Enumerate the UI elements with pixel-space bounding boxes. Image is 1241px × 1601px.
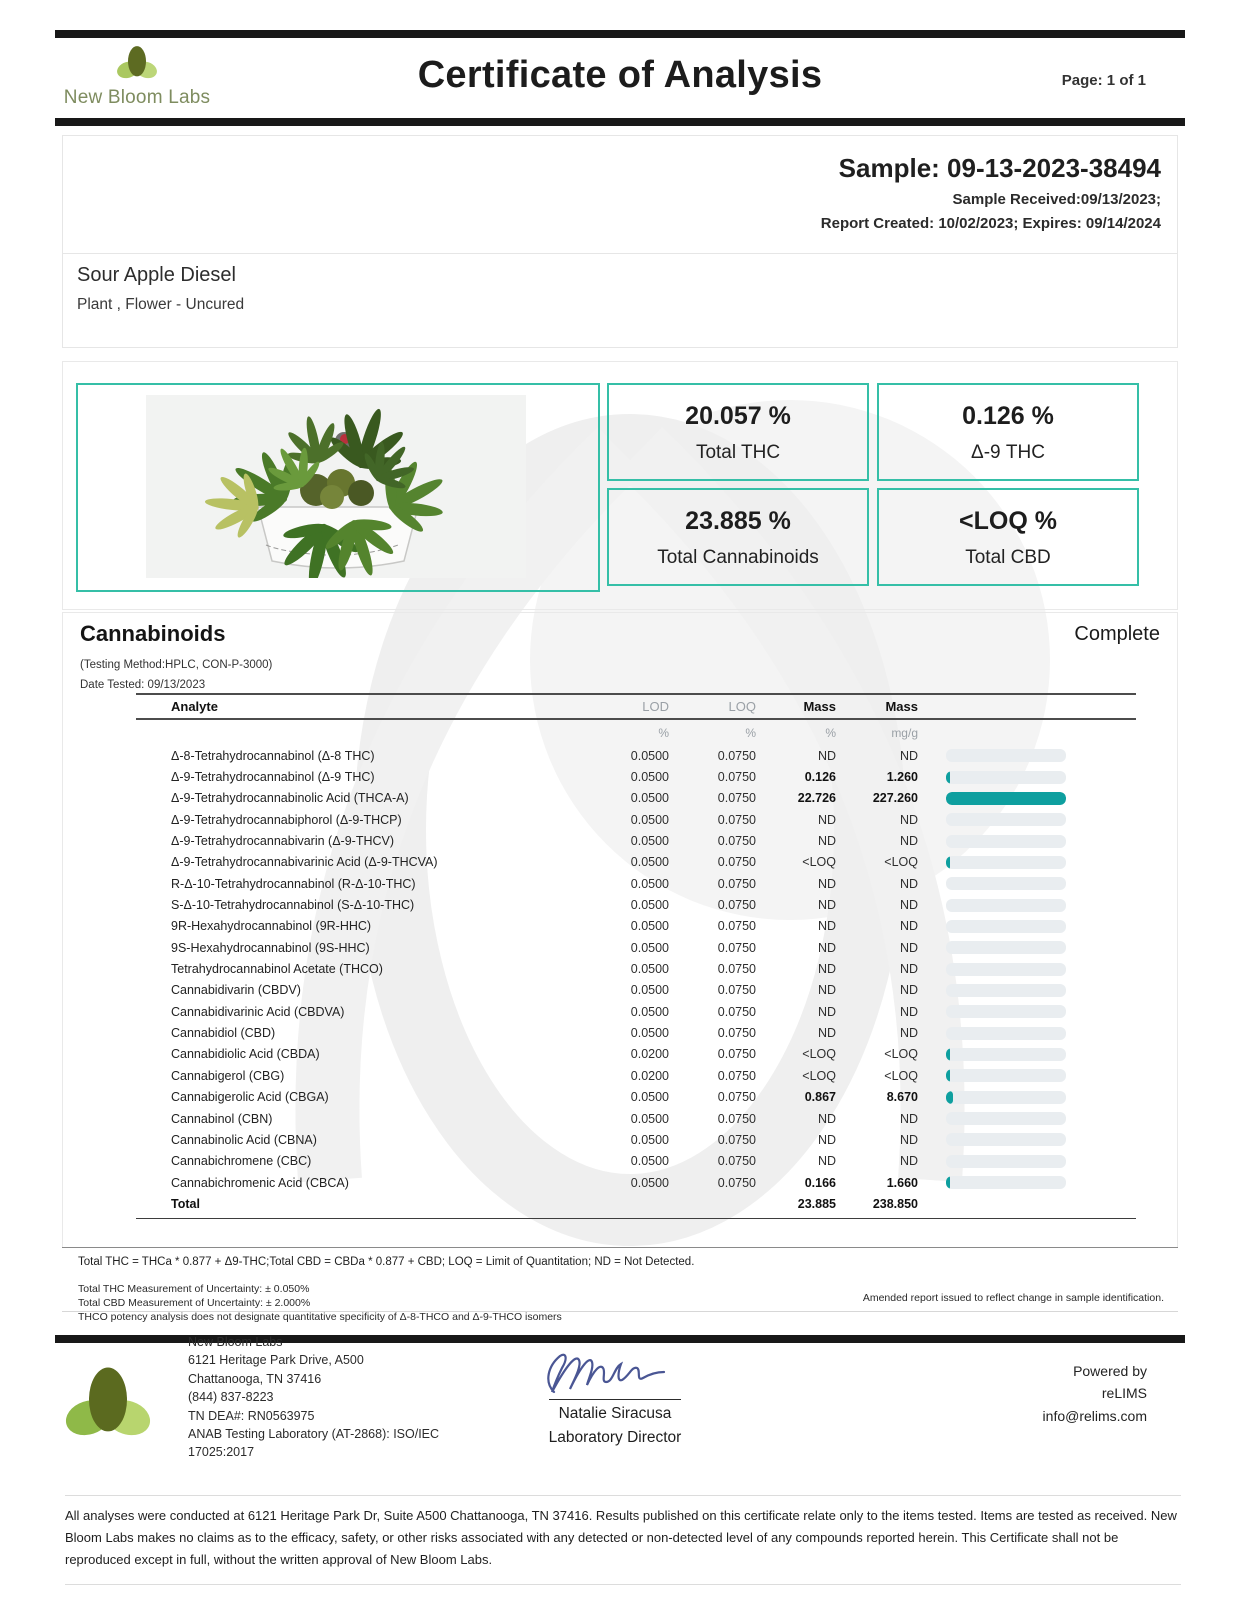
cell-analyte: 9S-Hexahydrocannabinol (9S-HHC): [171, 940, 370, 955]
col-mass-mgg: Mass: [885, 699, 918, 714]
cell-lod: 0.0500: [630, 940, 669, 955]
lab-contact-info: [188, 1333, 439, 1462]
col-lod: LOD: [642, 699, 669, 714]
product-type: Plant , Flower - Uncured: [77, 296, 245, 313]
table-row: [136, 788, 1136, 809]
amended-note: Amended report issued to reflect change in sample identification.: [862, 1292, 1164, 1304]
mass-bar-fill: [946, 856, 950, 869]
lims-email: info@relims.com: [1042, 1407, 1147, 1424]
cell-lod: 0.0500: [630, 834, 669, 849]
cell-analyte: Cannabidivarinic Acid (CBDVA): [171, 1004, 345, 1019]
cell-mass-mgg: 1.660: [886, 1175, 918, 1190]
cell-lod: 0.0500: [630, 1154, 669, 1169]
table-row: [136, 852, 1136, 873]
cell-mass-mgg: ND: [899, 1111, 918, 1126]
table-row: [136, 1044, 1136, 1065]
cell-loq: 0.0750: [717, 919, 756, 934]
cell-mass-mgg: <LOQ: [884, 1068, 918, 1083]
testing-method: (Testing Method:HPLC, CON-P-3000): [80, 659, 273, 671]
cbd-uncertainty: Total CBD Measurement of Uncertainty: ± 2.000%: [78, 1296, 311, 1309]
cell-mass-mgg: 227.260: [872, 791, 918, 806]
cell-bar: [918, 856, 1136, 869]
top-rule-bar: [55, 30, 1185, 38]
cell-lod: 0.0500: [630, 791, 669, 806]
cell-loq: 0.0750: [717, 855, 756, 870]
thco-note: THCO potency analysis does not designate quantitative specificity of Δ-8-THCO and Δ-9-THCO isomers: [78, 1310, 562, 1323]
cell-bar: [918, 1091, 1136, 1104]
cell-mass-mgg: ND: [899, 962, 918, 977]
mass-bar-track: [946, 1069, 1066, 1082]
powered-by-block: [1043, 1360, 1147, 1427]
table-row: [136, 1022, 1136, 1043]
cell-mass-mgg: <LOQ: [884, 1047, 918, 1062]
total-cannabinoids-value: 23.885 %: [685, 507, 791, 535]
unit-mass-mgg: mg/g: [891, 725, 918, 740]
cell-lod: 0.0200: [630, 1068, 669, 1083]
cell-mass-pct: ND: [817, 812, 836, 827]
table-row: [136, 1172, 1136, 1193]
mass-bar-track: [946, 877, 1066, 890]
cell-lod: 0.0500: [630, 919, 669, 934]
table-row: [136, 937, 1136, 958]
cell-bar: [918, 835, 1136, 848]
cell-lod: 0.0500: [630, 1111, 669, 1126]
cannabinoids-table: [136, 693, 1136, 1219]
table-row: [136, 809, 1136, 830]
mass-bar-fill: [946, 792, 1066, 805]
cell-loq: 0.0750: [717, 1132, 756, 1147]
cell-loq: 0.0750: [717, 898, 756, 913]
cell-lod: 0.0500: [630, 1026, 669, 1041]
signature-block: [505, 1342, 725, 1447]
cell-mass-pct: <LOQ: [802, 1068, 836, 1083]
total-thc-value: 20.057 %: [685, 402, 791, 430]
cell-loq: 0.0750: [717, 812, 756, 827]
cell-loq: 0.0750: [717, 1047, 756, 1062]
cell-analyte: Δ-8-Tetrahydrocannabinol (Δ-8 THC): [171, 748, 375, 763]
cell-bar: [918, 899, 1136, 912]
cell-loq: 0.0750: [717, 1175, 756, 1190]
cell-analyte: Δ-9-Tetrahydrocannabivarinic Acid (Δ-9-THCVA): [171, 855, 438, 870]
total-cbd-label: Total CBD: [965, 547, 1051, 568]
cell-bar: [918, 963, 1136, 976]
cell-bar: [918, 984, 1136, 997]
table-row: [136, 958, 1136, 979]
cell-mass-pct: ND: [817, 748, 836, 763]
powered-by-label: Powered by: [1073, 1363, 1147, 1379]
mass-bar-track: [946, 771, 1066, 784]
cell-mass-pct: ND: [817, 940, 836, 955]
footer-logo: [62, 1363, 154, 1444]
cell-loq: 0.0750: [717, 1154, 756, 1169]
cell-lod: 0.0500: [630, 855, 669, 870]
sample-info-section: [62, 135, 1178, 348]
sample-received: Sample Received:09/13/2023;: [952, 191, 1161, 208]
calculation-note: Total THC = THCa * 0.877 + Δ9-THC;Total CBD = CBDa * 0.877 + CBD; LOQ = Limit of Quantitation; ND = Not Detected.: [78, 1256, 695, 1268]
cell-bar: [918, 1069, 1136, 1082]
total-thc-label: Total THC: [695, 442, 781, 463]
cell-analyte: Cannabidiolic Acid (CBDA): [171, 1047, 320, 1062]
sample-block: [821, 153, 1161, 232]
d9-thc-label: Δ-9 THC: [971, 442, 1045, 463]
cell-mass-pct: ND: [817, 834, 836, 849]
cell-mass-pct: 0.126: [804, 770, 836, 785]
mass-bar-track: [946, 813, 1066, 826]
cell-mass-mgg: ND: [899, 898, 918, 913]
total-thc-box: [607, 383, 869, 481]
mass-bar-track: [946, 899, 1066, 912]
total-cannabinoids-box: [607, 488, 869, 586]
total-cbd-box: [877, 488, 1139, 586]
cell-bar: [918, 1048, 1136, 1061]
table-row: [136, 1087, 1136, 1108]
sample-id: Sample: 09-13-2023-38494: [838, 153, 1161, 183]
table-bottom-rule: [136, 1218, 1136, 1219]
cell-loq: 0.0750: [717, 1004, 756, 1019]
cell-bar: [918, 1176, 1136, 1189]
col-analyte: Analyte: [171, 699, 218, 714]
product-name: Sour Apple Diesel: [77, 264, 236, 286]
total-mass-mgg: 238.850: [872, 1197, 918, 1212]
mass-bar-track: [946, 749, 1066, 762]
cell-lod: 0.0200: [630, 1047, 669, 1062]
mass-bar-fill: [946, 1069, 950, 1082]
table-units-row: [136, 720, 1136, 745]
cell-analyte: Δ-9-Tetrahydrocannabiphorol (Δ-9-THCP): [171, 812, 402, 827]
unit-mass-pct: %: [825, 725, 836, 740]
total-cannabinoids-label: Total Cannabinoids: [657, 547, 819, 568]
cell-analyte: Tetrahydrocannabinol Acetate (THCO): [171, 962, 383, 977]
date-tested: Date Tested: 09/13/2023: [80, 679, 206, 691]
cell-bar: [918, 1005, 1136, 1018]
cell-bar: [918, 941, 1136, 954]
cell-analyte: S-Δ-10-Tetrahydrocannabinol (S-Δ-10-THC): [171, 898, 415, 913]
cell-loq: 0.0750: [717, 962, 756, 977]
section-title: Cannabinoids: [80, 621, 226, 646]
cell-loq: 0.0750: [717, 1090, 756, 1105]
table-row: [136, 830, 1136, 851]
cell-bar: [918, 920, 1136, 933]
cell-loq: 0.0750: [717, 770, 756, 785]
table-row: [136, 745, 1136, 766]
lims-name: reLIMS: [1101, 1385, 1147, 1402]
cell-bar: [918, 813, 1136, 826]
cell-analyte: R-Δ-10-Tetrahydrocannabinol (R-Δ-10-THC): [171, 876, 416, 891]
cell-mass-pct: ND: [817, 1004, 836, 1019]
cell-lod: 0.0500: [630, 962, 669, 977]
cannabinoids-section: [62, 612, 1178, 1248]
table-row: [136, 1129, 1136, 1150]
cell-bar: [918, 877, 1136, 890]
cell-analyte: Cannabinol (CBN): [171, 1111, 273, 1126]
cell-lod: 0.0500: [630, 983, 669, 998]
cell-loq: 0.0750: [717, 876, 756, 891]
cell-mass-pct: 22.726: [797, 791, 836, 806]
cell-mass-pct: ND: [817, 898, 836, 913]
lab-name: New Bloom Labs: [188, 1335, 283, 1349]
cell-lod: 0.0500: [630, 1090, 669, 1105]
cell-mass-pct: ND: [817, 919, 836, 934]
lab-anab2: 17025:2017: [188, 1445, 255, 1460]
cell-analyte: Δ-9-Tetrahydrocannabinol (Δ-9 THC): [171, 770, 375, 785]
d9-thc-value: 0.126 %: [962, 402, 1054, 430]
signer-title: Laboratory Director: [548, 1429, 682, 1446]
cell-bar: [918, 771, 1136, 784]
cell-mass-mgg: ND: [899, 834, 918, 849]
mass-bar-fill: [946, 1176, 950, 1189]
table-total-row: [136, 1193, 1136, 1215]
page-title: Certificate of Analysis: [417, 54, 823, 96]
cell-analyte: Cannabigerol (CBG): [171, 1068, 285, 1083]
thc-uncertainty: Total THC Measurement of Uncertainty: ± 0.050%: [78, 1283, 310, 1295]
lab-address2: Chattanooga, TN 37416: [188, 1371, 322, 1386]
table-row: [136, 894, 1136, 915]
cell-lod: 0.0500: [630, 770, 669, 785]
cell-lod: 0.0500: [630, 748, 669, 763]
cell-analyte: Cannabidivarin (CBDV): [171, 983, 301, 998]
table-row: [136, 873, 1136, 894]
uncertainty-notes: [78, 1283, 562, 1325]
cell-mass-mgg: ND: [899, 1154, 918, 1169]
cell-mass-pct: 0.867: [804, 1090, 836, 1105]
mass-bar-track: [946, 1005, 1066, 1018]
unit-loq: %: [745, 725, 756, 740]
table-row: [136, 916, 1136, 937]
cell-bar: [918, 792, 1136, 805]
unit-lod: %: [658, 725, 669, 740]
signature-image: [540, 1342, 690, 1400]
cell-mass-pct: ND: [817, 962, 836, 977]
cell-mass-mgg: ND: [899, 876, 918, 891]
lab-address1: 6121 Heritage Park Drive, A500: [188, 1353, 364, 1368]
cell-loq: 0.0750: [717, 1026, 756, 1041]
col-loq: LOQ: [728, 699, 756, 714]
sample-photo-frame: [76, 383, 600, 592]
cell-lod: 0.0500: [630, 1175, 669, 1190]
cell-loq: 0.0750: [717, 983, 756, 998]
status-complete: Complete: [1074, 623, 1160, 645]
mass-bar-track: [946, 1091, 1066, 1104]
table-row: [136, 766, 1136, 787]
cell-mass-mgg: ND: [899, 940, 918, 955]
lab-phone: (844) 837-8223: [188, 1390, 274, 1405]
cell-mass-mgg: ND: [899, 983, 918, 998]
col-mass-pct: Mass: [803, 699, 836, 714]
total-mass-pct: 23.885: [797, 1197, 836, 1212]
mass-bar-fill: [946, 1048, 950, 1061]
table-row: [136, 1001, 1136, 1022]
cell-bar: [918, 749, 1136, 762]
cell-mass-pct: <LOQ: [802, 855, 836, 870]
cell-mass-pct: ND: [817, 1026, 836, 1041]
cell-mass-pct: ND: [817, 876, 836, 891]
disclaimer-section: [65, 1495, 1181, 1585]
footnotes-section: [62, 1247, 1178, 1323]
cell-mass-pct: ND: [817, 1154, 836, 1169]
cell-bar: [918, 1027, 1136, 1040]
table-header-row: [136, 693, 1136, 720]
cell-loq: 0.0750: [717, 748, 756, 763]
cell-mass-mgg: ND: [899, 812, 918, 827]
table-row: [136, 1108, 1136, 1129]
cell-analyte: Cannabinolic Acid (CBNA): [171, 1132, 317, 1147]
brand-name: New Bloom Labs: [63, 87, 211, 108]
disclaimer-text: All analyses were conducted at 6121 Heritage Park Dr, Suite A500 Chattanooga, TN 37416. Results published on this certificate relate only to the items tested. Items are tested as received. New Bloom Labs makes no claims as to the efficacy, safety, or other risks associated with any detected or non-detected level of any compounds reported herein. This Certificate shall not be reproduced except in full, without the written approval of New Bloom Labs.: [65, 1508, 1177, 1567]
cell-mass-pct: ND: [817, 1132, 836, 1147]
mass-bar-track: [946, 1155, 1066, 1168]
cell-analyte: Δ-9-Tetrahydrocannabivarin (Δ-9-THCV): [171, 834, 395, 849]
cell-loq: 0.0750: [717, 1068, 756, 1083]
table-row: [136, 1151, 1136, 1172]
mass-bar-track: [946, 792, 1066, 805]
cell-mass-pct: 0.166: [804, 1175, 836, 1190]
mass-bar-track: [946, 963, 1066, 976]
mass-bar-track: [946, 1133, 1066, 1146]
cell-analyte: Cannabidiol (CBD): [171, 1026, 276, 1041]
mass-bar-track: [946, 984, 1066, 997]
mass-bar-track: [946, 1112, 1066, 1125]
cell-mass-mgg: ND: [899, 1004, 918, 1019]
mass-bar-track: [946, 920, 1066, 933]
cell-mass-mgg: 8.670: [886, 1090, 918, 1105]
cell-loq: 0.0750: [717, 940, 756, 955]
new-bloom-labs-logo-icon: [62, 1363, 154, 1439]
cell-analyte: Cannabichromenic Acid (CBCA): [171, 1175, 349, 1190]
mass-bar-track: [946, 1176, 1066, 1189]
signer-name: Natalie Siracusa: [558, 1405, 672, 1422]
cell-mass-pct: <LOQ: [802, 1047, 836, 1062]
cell-mass-pct: ND: [817, 983, 836, 998]
cell-mass-mgg: ND: [899, 1132, 918, 1147]
mass-bar-fill: [946, 771, 950, 784]
mass-bar-track: [946, 941, 1066, 954]
cell-loq: 0.0750: [717, 791, 756, 806]
cell-mass-mgg: <LOQ: [884, 855, 918, 870]
cell-analyte: Cannabichromene (CBC): [171, 1154, 312, 1169]
cell-mass-mgg: 1.260: [886, 770, 918, 785]
header-rule-bar: [55, 118, 1185, 126]
table-row: [136, 980, 1136, 1001]
cell-lod: 0.0500: [630, 1132, 669, 1147]
mass-bar-track: [946, 856, 1066, 869]
cell-bar: [918, 1155, 1136, 1168]
divider: [63, 253, 1177, 254]
mass-bar-track: [946, 1027, 1066, 1040]
cell-lod: 0.0500: [630, 898, 669, 913]
lab-dea: TN DEA#: RN0563975: [188, 1408, 315, 1423]
cell-mass-pct: ND: [817, 1111, 836, 1126]
cell-bar: [918, 1112, 1136, 1125]
d9-thc-box: [877, 383, 1139, 481]
total-cbd-value: <LOQ %: [959, 507, 1057, 535]
cell-lod: 0.0500: [630, 876, 669, 891]
cell-analyte: Δ-9-Tetrahydrocannabinolic Acid (THCA-A): [171, 791, 409, 806]
cell-analyte: Cannabigerolic Acid (CBGA): [171, 1090, 329, 1105]
cell-lod: 0.0500: [630, 1004, 669, 1019]
cell-mass-mgg: ND: [899, 919, 918, 934]
cell-lod: 0.0500: [630, 812, 669, 827]
sample-photo: [146, 395, 526, 578]
cell-mass-mgg: ND: [899, 748, 918, 763]
cell-bar: [918, 1133, 1136, 1146]
lab-anab1: ANAB Testing Laboratory (AT-2868): ISO/IEC: [188, 1426, 440, 1441]
report-dates: Report Created: 10/02/2023; Expires: 09/14/2024: [820, 215, 1161, 232]
cell-loq: 0.0750: [717, 834, 756, 849]
mass-bar-track: [946, 835, 1066, 848]
cell-mass-mgg: ND: [899, 1026, 918, 1041]
page-number: Page: 1 of 1: [1061, 72, 1146, 89]
cell-loq: 0.0750: [717, 1111, 756, 1126]
cell-analyte: 9R-Hexahydrocannabinol (9R-HHC): [171, 919, 372, 934]
table-body: [136, 745, 1136, 1193]
mass-bar-track: [946, 1048, 1066, 1061]
mass-bar-fill: [946, 1091, 953, 1104]
total-label: Total: [171, 1197, 200, 1212]
table-row: [136, 1065, 1136, 1086]
summary-section: [62, 361, 1178, 610]
